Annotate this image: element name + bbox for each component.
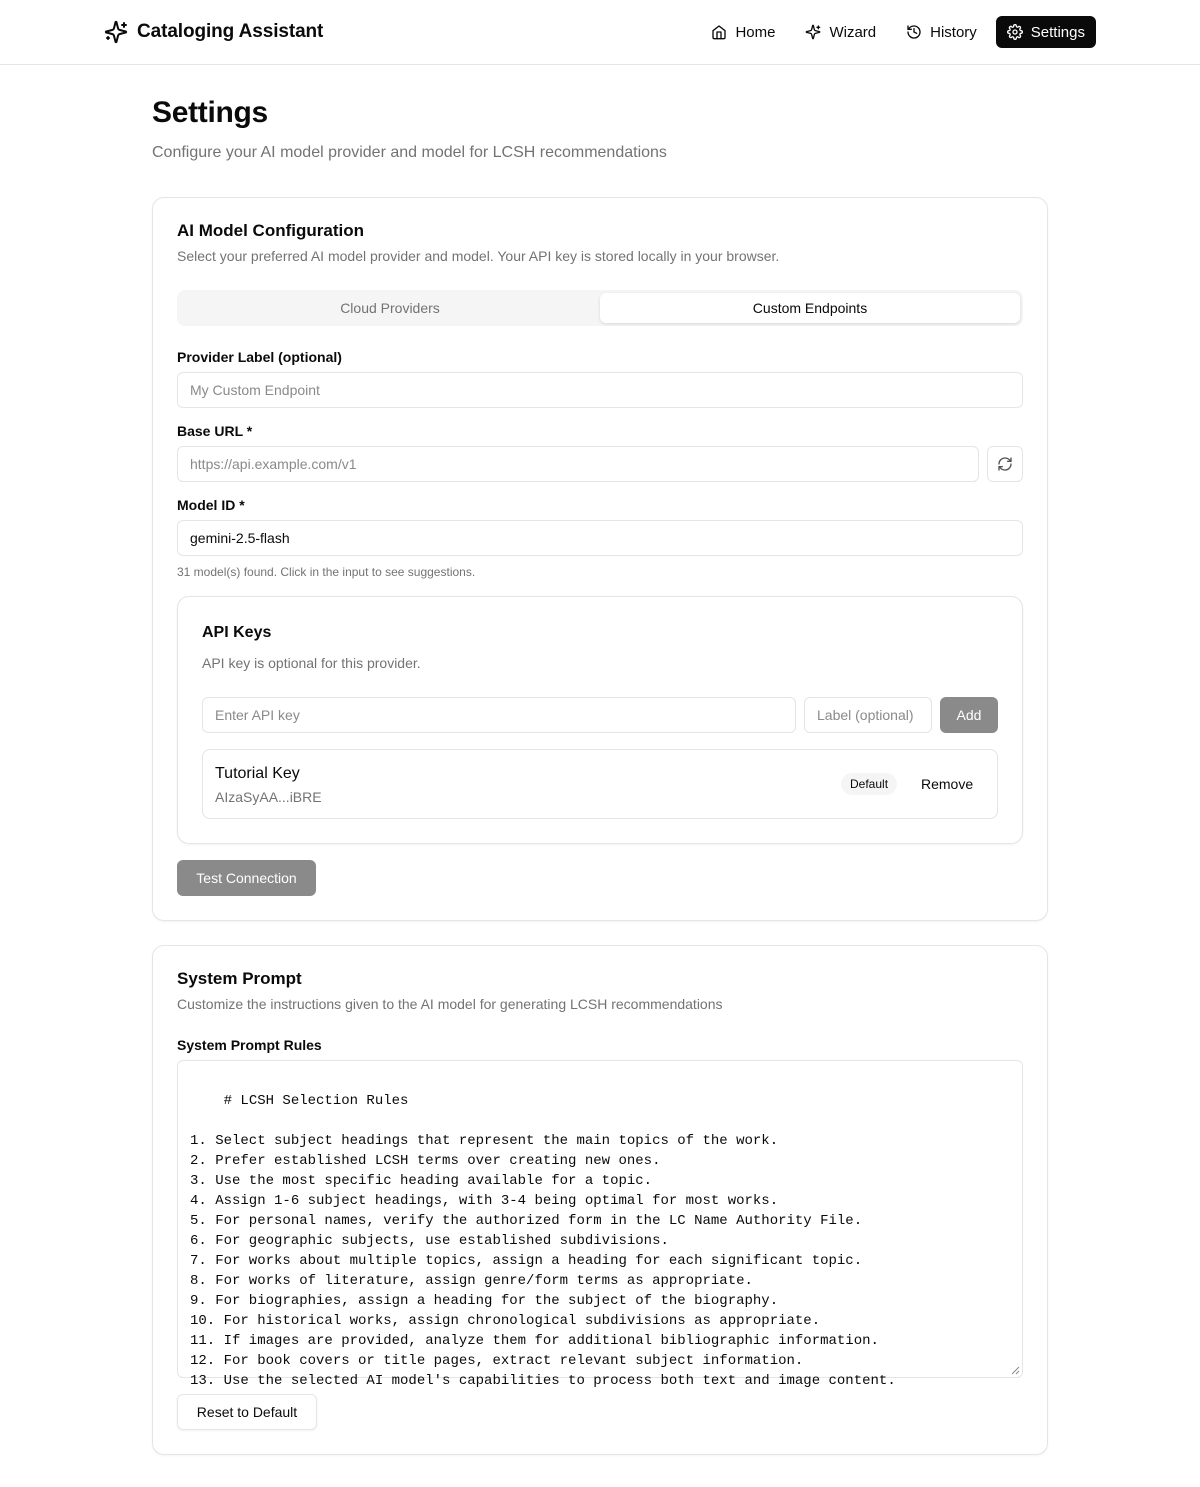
- system-prompt-card: [152, 945, 1048, 1455]
- nav-wizard-label: Wizard: [829, 23, 877, 41]
- api-key-row: [202, 749, 998, 819]
- refresh-models-button[interactable]: [987, 446, 1023, 482]
- sparkles-icon: [805, 24, 821, 40]
- home-icon: [711, 24, 727, 40]
- api-keys-card: [177, 596, 1023, 844]
- model-config-card: [152, 197, 1048, 921]
- provider-label-field-label: Provider Label (optional): [177, 349, 342, 365]
- nav-home-label: Home: [735, 23, 776, 41]
- model-id-field-label: Model ID *: [177, 497, 245, 513]
- api-keys-title: API Keys: [202, 624, 272, 641]
- api-key-input[interactable]: Enter API key: [202, 697, 796, 733]
- refresh-icon: [997, 456, 1013, 472]
- add-key-button[interactable]: Add: [940, 697, 998, 733]
- sparkles-icon: [104, 20, 128, 44]
- model-id-input[interactable]: gemini-2.5-flash: [177, 520, 1023, 556]
- page-title: Settings: [152, 96, 268, 129]
- api-key-label-input[interactable]: Label (optional): [804, 697, 932, 733]
- model-config-title: AI Model Configuration: [177, 221, 364, 240]
- system-prompt-description: Customize the instructions given to the AI model for generating LCSH recommendations: [177, 996, 723, 1012]
- nav-home[interactable]: [700, 16, 786, 48]
- gear-icon: [1007, 24, 1023, 40]
- model-config-description: Select your preferred AI model provider and model. Your API key is stored locally in your browser.: [177, 248, 780, 264]
- brand[interactable]: [104, 19, 323, 45]
- reset-default-button[interactable]: Reset to Default: [177, 1394, 317, 1430]
- top-navigation-bar: [0, 0, 1200, 65]
- api-key-masked: AIzaSyAA...iBRE: [215, 789, 322, 805]
- default-badge: Default: [841, 773, 897, 795]
- resize-handle-icon[interactable]: [1011, 1366, 1020, 1375]
- system-prompt-field-label: System Prompt Rules: [177, 1037, 322, 1053]
- base-url-field-label: Base URL *: [177, 423, 253, 439]
- nav-history[interactable]: [895, 16, 988, 48]
- main-nav: [700, 16, 1096, 48]
- system-prompt-title: System Prompt: [177, 969, 302, 988]
- model-count-hint: 31 model(s) found. Click in the input to see suggestions.: [177, 565, 476, 579]
- base-url-input[interactable]: https://api.example.com/v1: [177, 446, 979, 482]
- history-icon: [906, 24, 922, 40]
- system-prompt-textarea[interactable]: [177, 1060, 1023, 1389]
- page-subtitle: Configure your AI model provider and model for LCSH recommendations: [152, 144, 667, 161]
- tab-custom-endpoints[interactable]: Custom Endpoints: [600, 293, 1020, 323]
- tab-cloud-providers[interactable]: Cloud Providers: [340, 300, 440, 316]
- api-key-name: Tutorial Key: [215, 765, 300, 782]
- nav-wizard[interactable]: [794, 16, 887, 48]
- app-title: Cataloging Assistant: [137, 21, 324, 42]
- system-prompt-text: # LCSH Selection Rules 1. Select subject headings that represent the main topics of the work. 2. Prefer established LCSH terms over creating new ones. 3. Use the most specific heading available for a topic. 4. Assign 1-6 subject headings, with 3-4 being optimal for most works. 5. For personal names, verify the authorized form in the LC Name Authority File. 6. For geographic subjects, use established subdivisions. 7. For works about multiple topics, assign a heading for each significant topic. 8. For works of literature, assign genre/form terms as appropriate. 9. For biographies, assign a heading for the subject of the biography. 10. For historical works, assign chronological subdivisions as appropriate. 11. If images are provided, analyze them for additional bibliographic information. 12. For book covers or title pages, extract relevant subject information. 13. Use the selected AI model's capabilities to process both text and image content.: [190, 1093, 896, 1389]
- test-connection-button[interactable]: Test Connection: [177, 860, 316, 896]
- api-keys-description: API key is optional for this provider.: [202, 655, 421, 671]
- nav-settings[interactable]: [996, 16, 1096, 48]
- nav-history-label: History: [930, 23, 977, 41]
- remove-key-button[interactable]: Remove: [921, 776, 974, 792]
- provider-label-input[interactable]: My Custom Endpoint: [177, 372, 1023, 408]
- provider-tabs: [177, 290, 1023, 326]
- nav-settings-label: Settings: [1030, 23, 1085, 41]
